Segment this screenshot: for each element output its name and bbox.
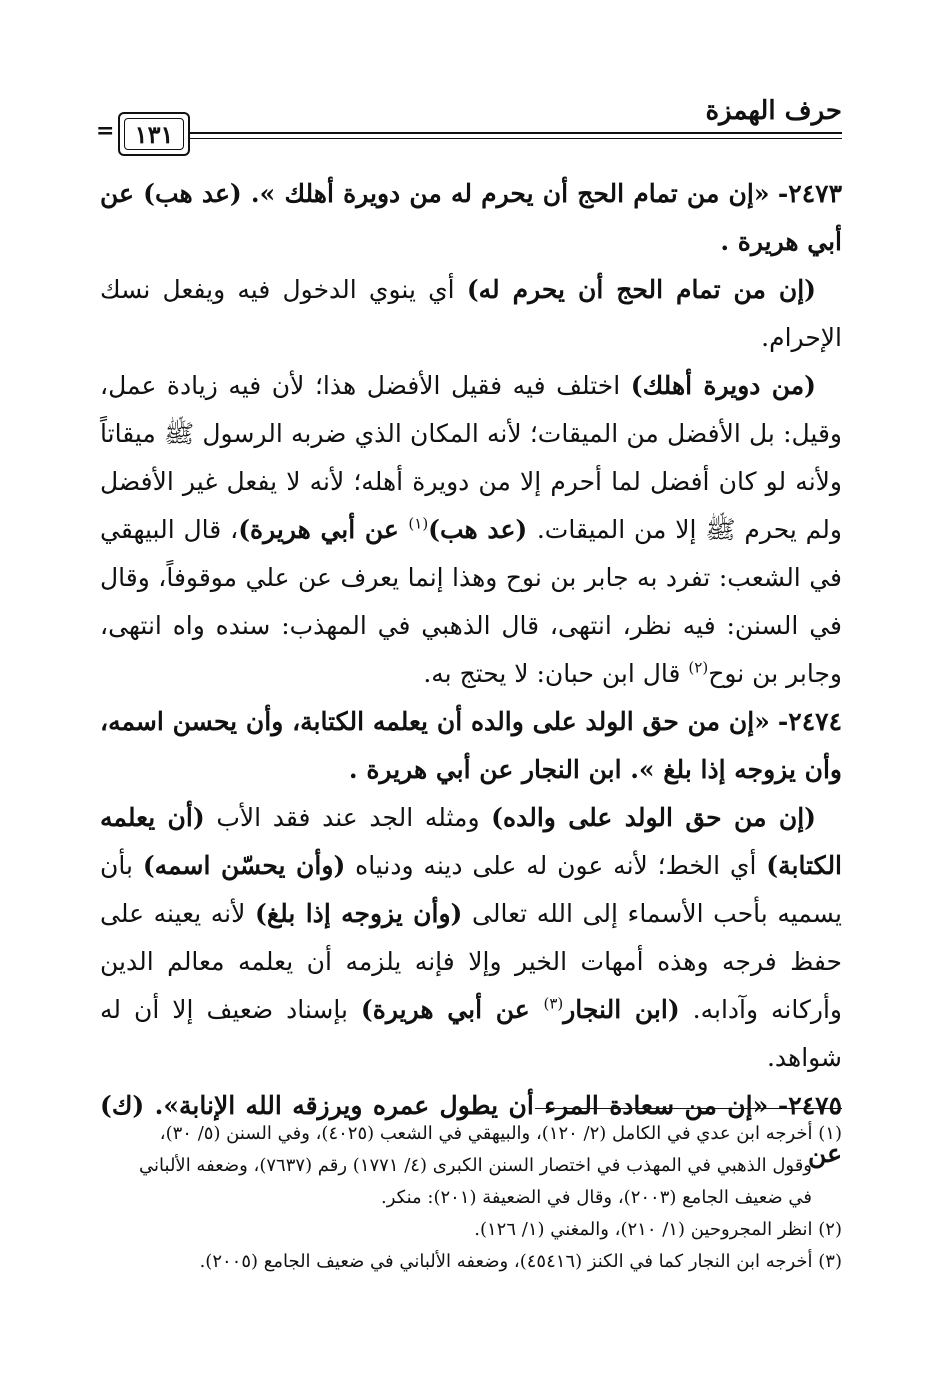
commentary-paragraph [100, 266, 842, 362]
commentary-text: قال ابن حبان: لا يحتج به. [423, 659, 689, 688]
commentary-heading: (أن يعلمه الكتابة) [100, 803, 843, 880]
source-code: (عد هب) [428, 515, 537, 544]
hadith-text: «إن من تمام الحج أن يحرم له من دويرة أهلك ». (عد هب) عن أبي هريرة . [100, 179, 842, 256]
hadith-number: ٢٤٧٥- [777, 1091, 842, 1120]
commentary-heading: (إن من حق الولد على والده) [491, 803, 817, 832]
footnote-1-cont: في ضعيف الجامع (٢٠٠٣)، وقال في الضعيفة (٢٠١): منكر. [381, 1187, 812, 1208]
footnote-1-cont: وقول الذهبي في المهذب في اختصار السنن الكبرى (٤/ ١٧٧١) رقم (٧٦٣٧)، وضعفه الألباني [139, 1155, 812, 1176]
commentary-heading: (من دويرة أهلك) [630, 371, 816, 400]
chapter-title: حرف الهمزة [705, 96, 842, 126]
hadith-number: ٢٤٧٣- [777, 179, 842, 208]
commentary-text: بإسناد ضعيف إلا أن له شواهد. [100, 995, 842, 1072]
source-narrator: عن أبي هريرة) [238, 515, 409, 544]
hadith-text: «إن من سعادة المرء أن يطول عمره ويرزقه الله الإنابة». (ك) عن [100, 1091, 842, 1168]
hadith-text: «إن من حق الولد على والده أن يعلمه الكتابة، وأن يحسن اسمه، وأن يزوجه إذا بلغ ». ابن النجار عن أبي هريرة . [100, 707, 842, 784]
source-narrator: عن أبي هريرة) [360, 995, 544, 1024]
footnotes [100, 1118, 842, 1278]
commentary-text: ، قال البيهقي في الشعب: تفرد به جابر بن نوح وهذا إنما يعرف عن علي موقوفاً، وقال في السنن: فيه نظر، انتهى، قال الذهبي في المهذب: سنده واه انتهى، وجابر بن نوح [100, 515, 842, 688]
commentary-text: أي ينوي الدخول فيه ويفعل نسك الإحرام. [100, 275, 842, 352]
footnote-ref-3: (٣) [543, 994, 564, 1013]
source-code: (ابن النجار [563, 995, 680, 1024]
commentary-heading: (وأن يزوجه إذا بلغ) [255, 899, 463, 928]
hadith-2474 [100, 698, 842, 794]
footnote-2: (٢) انظر المجروحين (١/ ٢١٠)، والمغني (١/ ١٢٦). [474, 1219, 842, 1240]
page-number [118, 112, 190, 156]
footnote-ref-2: (٢) [688, 658, 709, 677]
commentary-paragraph [100, 794, 842, 1082]
hadith-2473 [100, 170, 842, 266]
commentary-text: بأن يسميه بأحب الأسماء إلى الله تعالى [100, 851, 842, 928]
commentary-text: ومثله الجد عند فقد الأب [204, 803, 492, 832]
commentary-heading: (وأن يحسّن اسمه) [142, 851, 346, 880]
footnote-separator [535, 1108, 842, 1109]
commentary-heading: (إن من تمام الحج أن يحرم له) [466, 275, 816, 304]
commentary-text: لأنه يعينه على حفظ فرجه وهذه أمهات الخير وإلا فإنه يلزمه أن يعلمه معالم الدين وأركانه وآدابه. [100, 899, 842, 1024]
footnote-3: (٣) أخرجه ابن النجار كما في الكنز (٤٥٤١٦)، وضعفه الألباني في ضعيف الجامع (٢٠٠٥). [199, 1251, 842, 1272]
header-mark: = [96, 118, 115, 144]
header-rule [190, 132, 842, 134]
main-text [100, 170, 842, 1178]
commentary-paragraph [100, 362, 842, 698]
commentary-text: أي الخط؛ لأنه عون له على دينه ودنياه [345, 851, 767, 880]
page-number-text: ١٣١ [134, 119, 174, 149]
footnote-1: (١) أخرجه ابن عدي في الكامل (٢/ ١٢٠)، والبيهقي في الشعب (٤٠٢٥)، وفي السنن (٥/ ٣٠)، [159, 1123, 842, 1144]
header-rule-thin [190, 138, 842, 139]
footnote-ref-1: (١) [408, 514, 429, 533]
hadith-number: ٢٤٧٤- [777, 707, 843, 736]
commentary-text: اختلف فيه فقيل الأفضل هذا؛ لأن فيه زيادة عمل، وقيل: بل الأفضل من الميقات؛ لأنه المكان الذي ضربه الرسول ﷺ ميقاتاً ولأنه لو كان أفضل لما أحرم إلا من دويرة أهله؛ لأنه لا يفعل غير الأفضل ولم يحرم ﷺ إلا من الميقات. [100, 371, 842, 544]
